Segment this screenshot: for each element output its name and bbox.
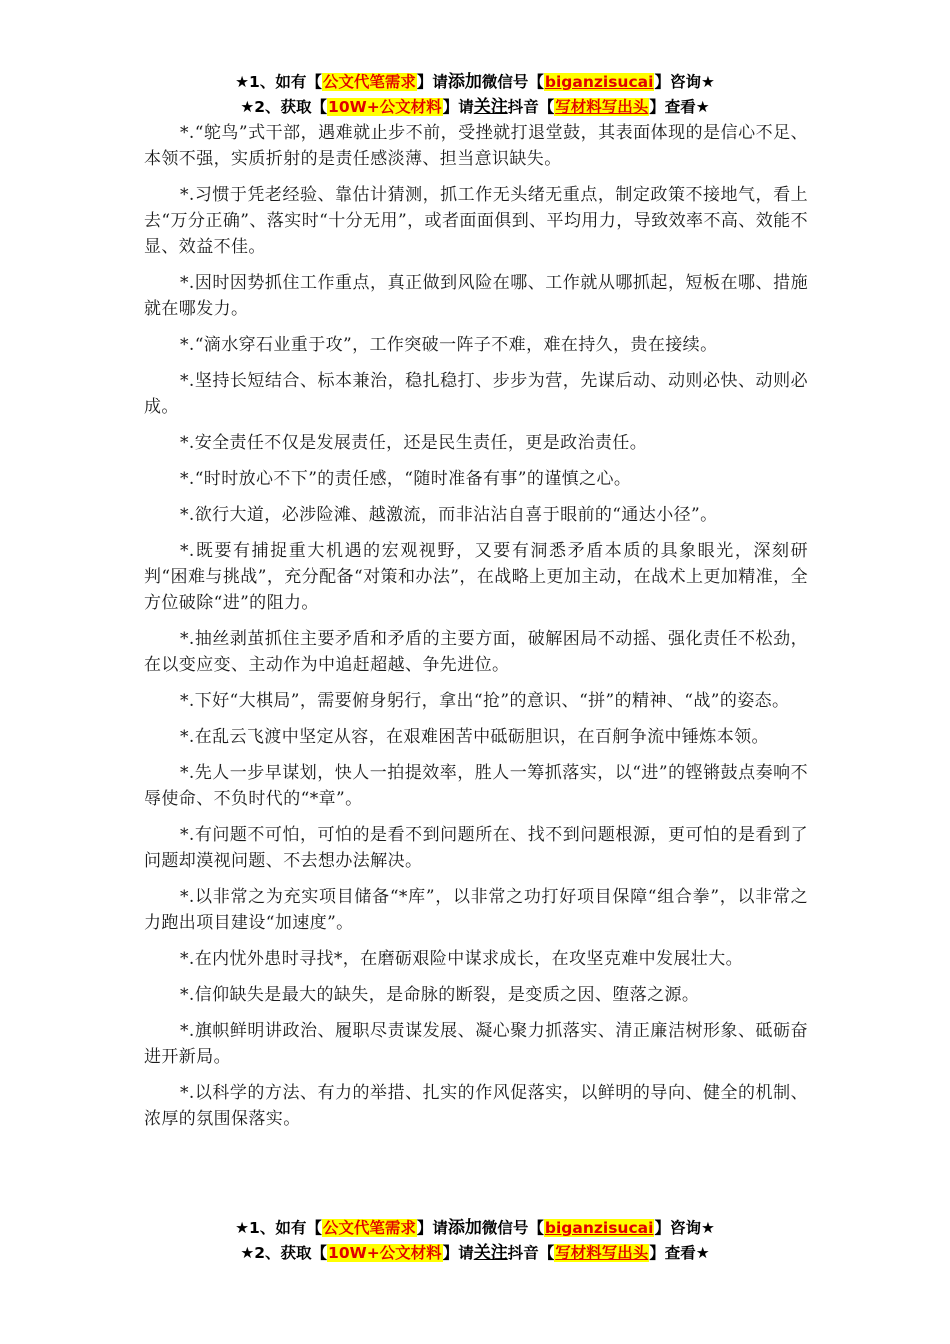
douyin-account-link[interactable]: 写材料写出头: [555, 98, 649, 116]
banner-line-1: [0, 1216, 950, 1241]
banner-text: 】查看★: [649, 98, 710, 116]
paragraph: *.“时时放心不下”的责任感，“随时准备有事”的谨慎之心。: [180, 469, 632, 489]
paragraph: *.因时因势抓住工作重点，真正做到风险在哪、工作就从哪抓起，短板在哪、措施就在哪发力。: [144, 273, 808, 319]
banner-text: 】请: [442, 1244, 474, 1262]
highlight-materials: 10W+公文材料: [328, 98, 442, 116]
banner-text: 微信号【: [481, 1219, 544, 1237]
banner-line-2: [0, 1241, 950, 1266]
banner-emphasis: 关注: [473, 97, 508, 117]
banner-text: ★2、获取【: [240, 98, 328, 116]
paragraph: *.下好“大棋局”，需要俯身躬行，拿出“抢”的意识、“拼”的精神、“战”的姿态。: [180, 691, 790, 711]
banner-text: 】咨询★: [654, 1219, 715, 1237]
banner-emphasis: 关注: [473, 1243, 508, 1263]
banner-text: 抖音【: [507, 98, 555, 116]
paragraph: *.在乱云飞渡中坚定从容，在艰难困苦中砥砺胆识，在百舸争流中锤炼本领。: [180, 727, 769, 747]
banner-text: 抖音【: [507, 1244, 555, 1262]
highlight-service: 公文代笔需求: [322, 73, 416, 91]
banner-line-2: [0, 95, 950, 120]
banner-text: ★1、如有【: [235, 1219, 322, 1237]
paragraph: *.安全责任不仅是发展责任，还是民生责任，更是政治责任。: [180, 433, 648, 453]
footer-banner: [0, 1216, 950, 1266]
wechat-id-link[interactable]: biganzisucai: [544, 73, 654, 91]
paragraph: *.坚持长短结合、标本兼治，稳扎稳打、步步为营，先谋后动、动则必快、动则必成。: [144, 371, 808, 417]
highlight-service: 公文代笔需求: [322, 1219, 416, 1237]
paragraph: *.“鸵鸟”式干部，遇难就止步不前，受挫就打退堂鼓，其表面体现的是信心不足、本领不强，实质折射的是责任感淡薄、担当意识缺失。: [144, 123, 808, 169]
paragraph: *.欲行大道，必涉险滩、越激流，而非沾沾自喜于眼前的“通达小径”。: [180, 505, 718, 525]
paragraph: *.以科学的方法、有力的举措、扎实的作风促落实，以鲜明的导向、健全的机制、浓厚的氛围保落实。: [144, 1083, 808, 1129]
banner-text: ★2、获取【: [240, 1244, 328, 1262]
paragraph: *.先人一步早谋划，快人一拍提效率，胜人一筹抓落实，以“进”的铿锵鼓点奏响不辱使命、不负时代的“*章”。: [144, 763, 808, 809]
paragraph: *.习惯于凭老经验、靠估计猜测，抓工作无头绪无重点，制定政策不接地气，看上去“万分正确”、落实时“十分无用”，或者面面俱到、平均用力，导致效率不高、效能不显、效益不佳。: [144, 185, 808, 257]
highlight-materials: 10W+公文材料: [328, 1244, 442, 1262]
paragraph: *.以非常之为充实项目储备“*库”，以非常之功打好项目保障“组合拳”，以非常之力跑出项目建设“加速度”。: [144, 887, 808, 933]
paragraph: *.“滴水穿石业重于攻”，工作突破一阵子不难，难在持久，贵在接续。: [180, 335, 718, 355]
paragraph: *.信仰缺失是最大的缺失，是命脉的断裂，是变质之因、堕落之源。: [180, 985, 700, 1005]
banner-text: 】请: [442, 98, 474, 116]
banner-text: 】请: [416, 1219, 448, 1237]
paragraph: *.旗帜鲜明讲政治、履职尽责谋发展、凝心聚力抓落实、清正廉洁树形象、砥砺奋进开新局。: [144, 1021, 808, 1067]
wechat-id-link[interactable]: biganzisucai: [544, 1219, 654, 1237]
paragraph: *.在内忧外患时寻找*，在磨砺艰险中谋求成长，在攻坚克难中发展壮大。: [180, 949, 744, 969]
document-body: [144, 120, 808, 1142]
banner-text: 】咨询★: [654, 73, 715, 91]
paragraph: *.抽丝剥茧抓住主要矛盾和矛盾的主要方面，破解困局不动摇、强化责任不松劲，在以变应变、主动作为中追赶超越、争先进位。: [144, 629, 808, 675]
paragraph: *.既要有捕捉重大机遇的宏观视野，又要有洞悉矛盾本质的具象眼光，深刻研判“困难与挑战”，充分配备“对策和办法”，在战略上更加主动，在战术上更加精准，全方位破除“进”的阻力。: [144, 541, 808, 613]
banner-text: 】查看★: [649, 1244, 710, 1262]
banner-text: 微信号【: [481, 73, 544, 91]
banner-emphasis: 添加: [447, 1218, 482, 1238]
banner-text: 】请: [416, 73, 448, 91]
banner-text: ★1、如有【: [235, 73, 322, 91]
banner-line-1: [0, 70, 950, 95]
paragraph: *.有问题不可怕，可怕的是看不到问题所在、找不到问题根源，更可怕的是看到了问题却漠视问题、不去想办法解决。: [144, 825, 808, 871]
douyin-account-link[interactable]: 写材料写出头: [555, 1244, 649, 1262]
header-banner: [0, 70, 950, 120]
banner-emphasis: 添加: [447, 72, 482, 92]
